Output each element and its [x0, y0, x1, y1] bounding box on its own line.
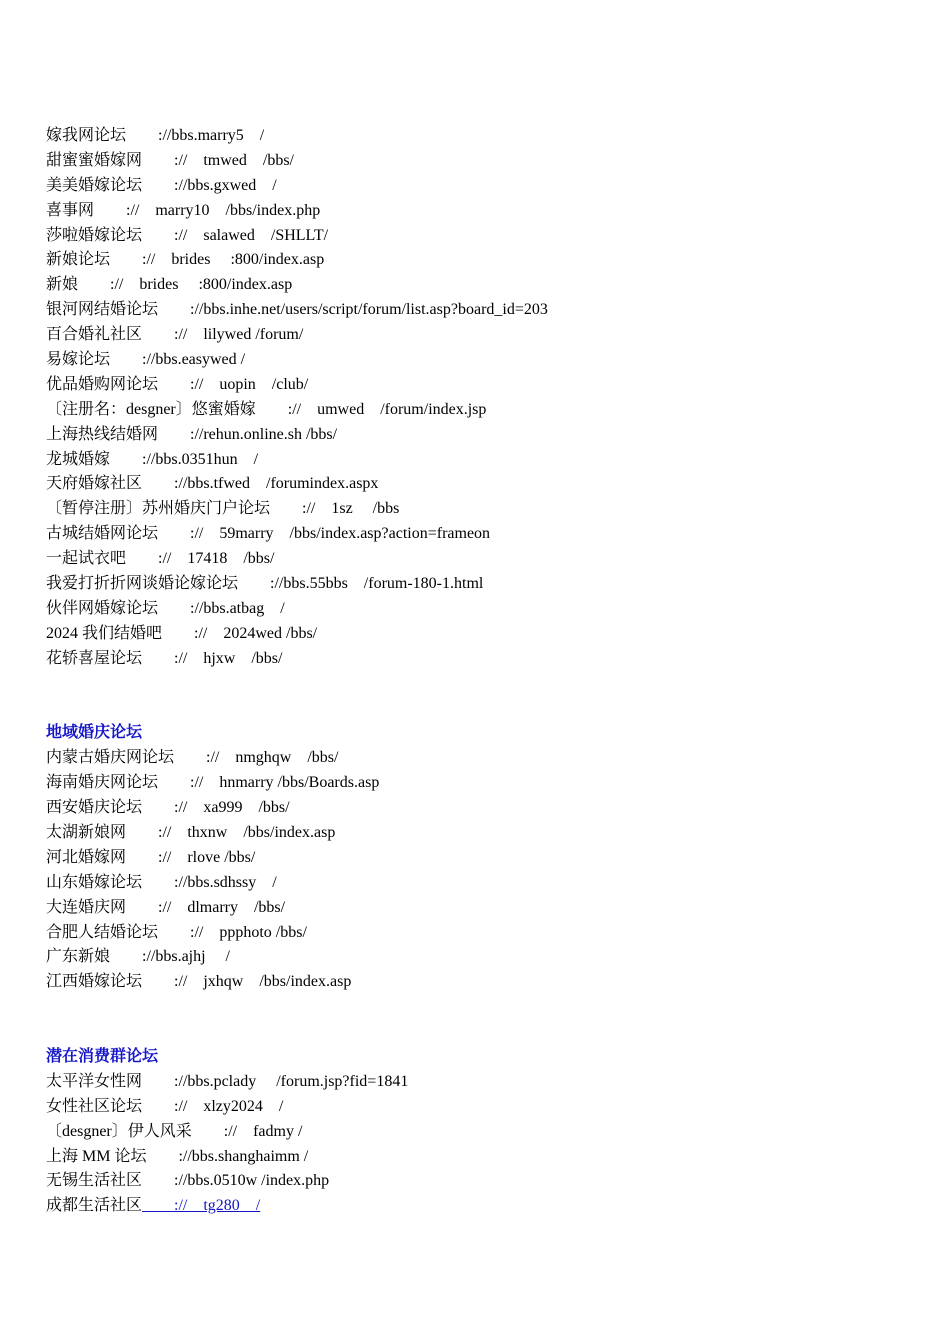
list-item-label: 成都生活社区 — [46, 1197, 143, 1215]
list-item: 新娘 :// brides :800/index.asp — [46, 276, 293, 294]
list-item: 美美婚嫁论坛 ://bbs.gxwed / — [46, 176, 277, 194]
list-item: 西安婚庆论坛 :// xa999 /bbs/ — [46, 799, 290, 817]
list-item: 甜蜜蜜婚嫁网 :// tmwed /bbs/ — [46, 151, 295, 169]
list-item: 海南婚庆网论坛 :// hnmarry /bbs/Boards.asp — [46, 774, 380, 792]
list-item: 合肥人结婚论坛 :// ppphoto /bbs/ — [46, 923, 307, 941]
list-item: 〔注册名：desgner〕悠蜜婚嫁 :// umwed /forum/index.jsp — [46, 400, 487, 418]
section-heading: 地域婚庆论坛 — [46, 724, 143, 742]
document-page — [46, 124, 906, 1219]
list-item: 山东婚嫁论坛 ://bbs.sdhssy / — [46, 873, 277, 891]
list-item: 易嫁论坛 ://bbs.easywed / — [46, 351, 246, 369]
section-potential-consumer-forums — [46, 1045, 906, 1219]
list-item: 龙城婚嫁 ://bbs.0351hun / — [46, 450, 259, 468]
list-item: 江西婚嫁论坛 :// jxhqw /bbs/index.asp — [46, 973, 352, 991]
list-item: 古城结婚网论坛 :// 59marry /bbs/index.asp?action=frameon — [46, 525, 491, 543]
list-item: 无锡生活社区 ://bbs.0510w /index.php — [46, 1172, 330, 1190]
list-item: 上海热线结婚网 ://rehun.online.sh /bbs/ — [46, 425, 338, 443]
list-item: 太平洋女性网 ://bbs.pclady /forum.jsp?fid=1841 — [46, 1072, 409, 1090]
list-item: 〔desgner〕伊人风采 :// fadmy / — [46, 1122, 303, 1140]
list-item: 花轿喜屋论坛 :// hjxw /bbs/ — [46, 649, 283, 667]
list-item: 新娘论坛 :// brides :800/index.asp — [46, 251, 325, 269]
list-item: 嫁我网论坛 ://bbs.marry5 / — [46, 127, 265, 144]
section-regional-forums — [46, 721, 906, 995]
list-item: 百合婚礼社区 :// lilywed /forum/ — [46, 326, 304, 344]
list-item: 银河网结婚论坛 ://bbs.inhe.net/users/script/forum/list.asp?board_id=203 — [46, 301, 548, 319]
section-general-forums — [46, 124, 906, 672]
list-item: 广东新娘 ://bbs.ajhj / — [46, 948, 231, 966]
section-spacer — [46, 672, 906, 722]
list-item: 天府婚嫁社区 ://bbs.tfwed /forumindex.aspx — [46, 475, 379, 493]
list-item: 河北婚嫁网 :// rlove /bbs/ — [46, 848, 256, 866]
list-item: 伙伴网婚嫁论坛 ://bbs.atbag / — [46, 599, 285, 617]
list-item: 一起试衣吧 :// 17418 /bbs/ — [46, 550, 275, 568]
list-item: 上海 MM 论坛 ://bbs.shanghaimm / — [46, 1147, 309, 1165]
list-item: 内蒙古婚庆网论坛 :// nmghqw /bbs/ — [46, 749, 339, 767]
list-item: 太湖新娘网 :// thxnw /bbs/index.asp — [46, 823, 336, 841]
list-item: 大连婚庆网 :// dlmarry /bbs/ — [46, 898, 286, 916]
list-item: 〔暂停注册〕苏州婚庆门户论坛 :// 1sz /bbs — [46, 500, 400, 518]
section-heading: 潜在消费群论坛 — [46, 1047, 159, 1065]
list-item — [46, 1194, 906, 1219]
list-item: 女性社区论坛 :// xlzy2024 / — [46, 1097, 284, 1115]
list-item: 莎啦婚嫁论坛 :// salawed /SHLLT/ — [46, 226, 329, 244]
list-item: 我爱打折折网谈婚论嫁论坛 ://bbs.55bbs /forum-180-1.html — [46, 575, 484, 593]
list-item: 2024 我们结婚吧 :// 2024wed /bbs/ — [46, 624, 318, 642]
forum-link[interactable]: :// tg280 / — [142, 1197, 261, 1215]
section-spacer — [46, 995, 906, 1045]
list-item: 喜事网 :// marry10 /bbs/index.php — [46, 201, 321, 219]
list-item: 优品婚购网论坛 :// uopin /club/ — [46, 375, 309, 393]
